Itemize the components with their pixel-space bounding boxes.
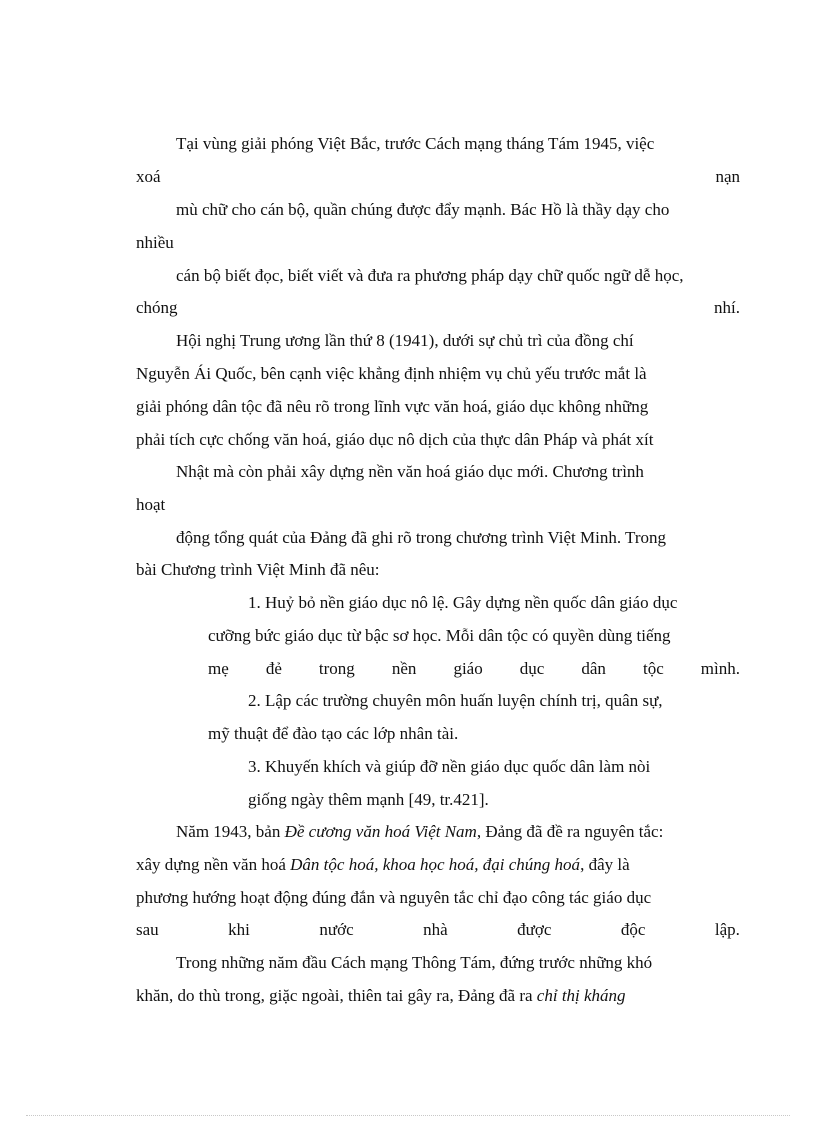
quote-word: dân — [581, 659, 606, 678]
p2-line-8: bài Chương trình Việt Minh đã nêu: — [136, 560, 380, 579]
p4-line-1: Trong những năm đầu Cách mạng Thông Tám, đứng trước những khó — [176, 953, 653, 972]
p3-line-4 — [136, 919, 740, 941]
p3-text: xây dựng nền văn hoá — [136, 855, 291, 874]
p3-italic-title: Đề cương văn hoá Việt Nam — [284, 822, 477, 841]
p1-line-6-word: chóng — [136, 298, 178, 317]
p2-line-5: Nhật mà còn phải xây dựng nền văn hoá giáo dục mới. Chương trình — [176, 462, 644, 481]
p3-text: , Đảng đã đề ra nguyên tắc: — [476, 822, 664, 841]
quote-item-1-line-2: cưỡng bức giáo dục từ bậc sơ học. Mỗi dân tộc có quyền dùng tiếng — [208, 626, 671, 645]
p1-line-2-word: xoá — [136, 167, 161, 186]
quote-word: nền — [391, 659, 417, 678]
p3-line-1 — [176, 821, 663, 843]
p1-line-6 — [136, 297, 740, 319]
p1-line-2 — [136, 166, 740, 188]
quote-word: giáo — [453, 659, 483, 678]
p3-word: nhà — [423, 920, 448, 939]
p2-line-7: động tổng quát của Đảng đã ghi rõ trong chương trình Việt Minh. Trong — [176, 528, 666, 547]
p3-text: Năm 1943, bản — [176, 822, 285, 841]
quote-word: trong — [318, 659, 355, 678]
p3-italic-principle: Dân tộc hoá, khoa học hoá, đại chúng hoá — [290, 855, 581, 874]
quote-item-2-line-2: mỹ thuật để đào tạo các lớp nhân tài. — [208, 724, 459, 743]
p1-line-3: mù chữ cho cán bộ, quần chúng được đẩy mạnh. Bác Hồ là thầy dạy cho — [176, 200, 670, 219]
p1-line-4: nhiều — [136, 233, 174, 252]
quote-item-3-line-1: 3. Khuyến khích và giúp đỡ nền giáo dục quốc dân làm nòi — [248, 757, 651, 776]
p1-line-1: Tại vùng giải phóng Việt Bắc, trước Cách mạng tháng Tám 1945, việc — [176, 134, 655, 153]
p3-word: nước — [319, 920, 354, 939]
p3-word: sau — [136, 920, 159, 939]
p3-word: khi — [228, 920, 250, 939]
quote-word: đẻ — [265, 659, 282, 678]
p3-word: độc — [620, 920, 646, 939]
p4-line-2 — [136, 985, 626, 1007]
p3-word: lập. — [714, 920, 740, 939]
quote-item-1-line-1: 1. Huỷ bỏ nền giáo dục nô lệ. Gây dựng nền quốc dân giáo dục — [248, 593, 678, 612]
quote-word: mẹ — [208, 659, 229, 678]
p2-line-3: giải phóng dân tộc đã nêu rõ trong lĩnh vực văn hoá, giáo dục không những — [136, 397, 649, 416]
quote-word: tộc — [642, 659, 664, 678]
page-bottom-divider — [26, 1115, 790, 1116]
p2-line-2: Nguyễn Ái Quốc, bên cạnh việc khẳng định nhiệm vụ chủ yếu trước mắt là — [136, 364, 647, 383]
p3-line-2 — [136, 854, 630, 876]
p3-word: được — [517, 920, 552, 939]
p3-text: , đây là — [580, 855, 630, 874]
p4-text: khăn, do thù trong, giặc ngoài, thiên tai gây ra, Đảng đã ra — [136, 986, 537, 1005]
quote-item-1-line-3 — [208, 658, 740, 680]
p2-line-1: Hội nghị Trung ương lần thứ 8 (1941), dưới sự chủ trì của đồng chí — [176, 331, 634, 350]
quote-item-3-line-2: giống ngày thêm mạnh [49, tr.421]. — [248, 790, 489, 809]
p1-line-2-word: nạn — [715, 167, 740, 186]
p1-line-5: cán bộ biết đọc, biết viết và đưa ra phương pháp dạy chữ quốc ngữ dễ học, — [176, 266, 684, 285]
p3-line-3: phương hướng hoạt động đúng đắn và nguyên tắc chỉ đạo công tác giáo dục — [136, 888, 652, 907]
quote-word: dục — [519, 659, 545, 678]
p2-line-6: hoạt — [136, 495, 166, 514]
p4-italic-directive: chỉ thị kháng — [536, 986, 626, 1005]
p2-line-4: phải tích cực chống văn hoá, giáo dục nô dịch của thực dân Pháp và phát xít — [136, 430, 654, 449]
p1-line-6-word: nhí. — [714, 298, 740, 317]
quote-item-2-line-1: 2. Lập các trường chuyên môn huấn luyện chính trị, quân sự, — [248, 691, 663, 710]
quote-word: mình. — [700, 659, 740, 678]
